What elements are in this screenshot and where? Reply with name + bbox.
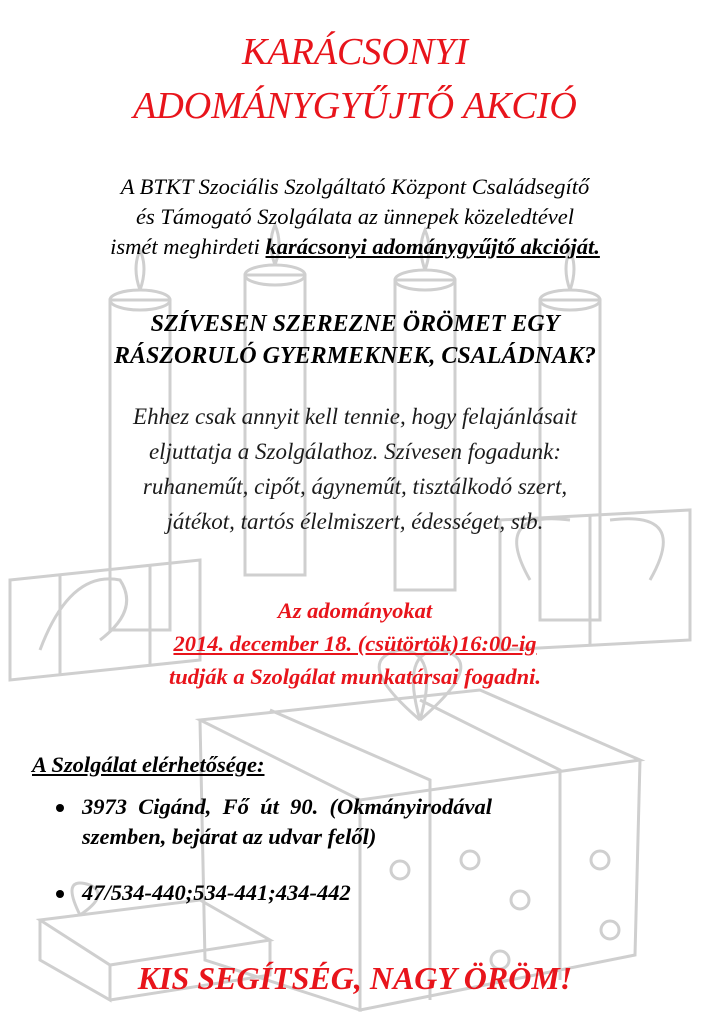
address-line-2: szemben, bejárat az udvar felől) bbox=[82, 824, 377, 849]
question-line-2: RÁSZORULÓ GYERMEKNEK, CSALÁDNAK? bbox=[113, 343, 597, 369]
body-line-2: eljuttatja a Szolgálathoz. Szívesen fogadunk: bbox=[148, 439, 562, 464]
campaign-name: karácsonyi adománygyűjtő akcióját. bbox=[265, 234, 600, 259]
address-text bbox=[82, 792, 676, 852]
intro-line-3-text: ismét meghirdeti bbox=[110, 234, 266, 259]
title-line-2: ADOMÁNYGYŰJTŐ AKCIÓ bbox=[133, 85, 577, 127]
address-line-1: 3973 Cigánd, Fő út 90. (Okmányirodával bbox=[82, 794, 493, 819]
intro-paragraph bbox=[20, 172, 690, 262]
bullet-icon bbox=[56, 804, 64, 812]
deadline-line-3: tudják a Szolgálat munkatársai fogadni. bbox=[169, 664, 541, 689]
body-line-3: ruhaneműt, cipőt, ágyneműt, tisztálkodó szert, bbox=[142, 474, 568, 499]
title-line-1: KARÁCSONYI bbox=[242, 31, 468, 73]
body-line-4: játékot, tartós élelmiszert, édességet, stb. bbox=[166, 509, 544, 534]
bullet-icon bbox=[56, 890, 64, 898]
question-heading bbox=[20, 308, 690, 372]
slogan: KIS SEGÍTSÉG, NAGY ÖRÖM! bbox=[137, 960, 573, 996]
intro-line-1: A BTKT Szociális Szolgáltató Központ Családsegítő bbox=[120, 174, 590, 199]
phone-number: 47/534-440;534-441;434-442 bbox=[82, 880, 351, 905]
intro-line-2: és Támogató Szolgálata az ünnepek közeledtével bbox=[135, 204, 575, 229]
deadline-notice bbox=[20, 594, 690, 693]
deadline-line-1: Az adományokat bbox=[277, 598, 433, 623]
body-line-1: Ehhez csak annyit kell tennie, hogy felajánlásait bbox=[133, 404, 577, 429]
deadline-date: 2014. december 18. (csütörtök)16:00-ig bbox=[173, 631, 537, 656]
intro-line-3 bbox=[20, 232, 690, 262]
contact-heading: A Szolgálat elérhetősége: bbox=[32, 752, 265, 777]
body-paragraph bbox=[20, 399, 690, 539]
question-line-1: SZÍVESEN SZEREZNE ÖRÖMET EGY bbox=[150, 311, 560, 337]
